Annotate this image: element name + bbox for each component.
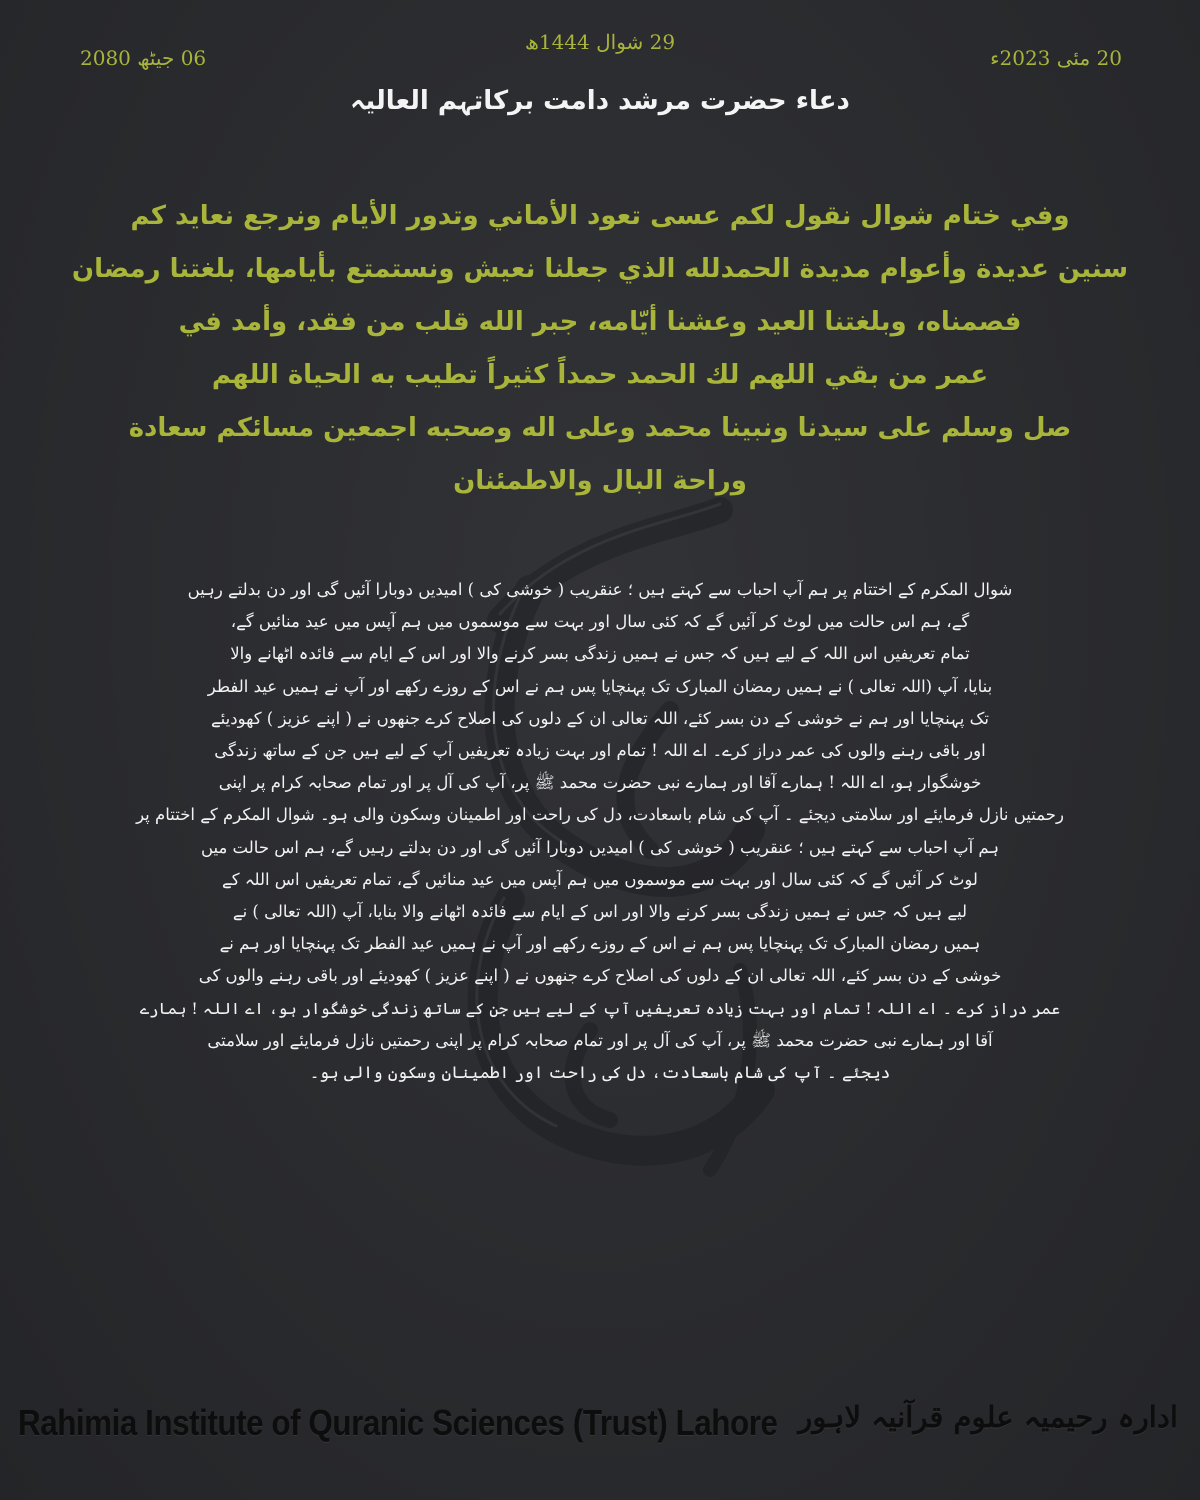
arabic-line: وراحة البال والاطمئنان	[453, 466, 747, 496]
urdu-line: شوال المکرم کے اختتام پر ہم آپ احباب سے کہتے ہیں ؛ عنقریب ( خوشی کی ) امیدیں دوبارا آئیں گی اور دن بدلتے رہیں	[187, 580, 1013, 599]
institute-name-english: Rahimia Institute of Quranic Sciences (Trust) Lahore	[18, 1402, 778, 1443]
gregorian-date: 20 مئی 2023ء	[990, 46, 1122, 70]
urdu-line: دیجئے ۔ آپ کی شام باسعادت، دل کی راحت اور اطمینان وسکون والی ہو۔	[309, 1063, 891, 1083]
urdu-line: اور باقی رہنے والوں کی عمر دراز کرے۔ اے اللہ ! تمام اور بہت زیادہ تعریفیں آپ کے لیے ہیں جن کے ساتھ زندگی	[214, 741, 986, 761]
arabic-line: سنين عديدة وأعوام مديدة الحمدلله الذي جعلنا نعيش ونستمتع بأيامها، بلغتنا رمضان	[71, 254, 1129, 284]
urdu-line: آقا اور ہمارے نبی حضرت محمد ﷺ پر، آپ کی آل پر اور تمام صحابہ کرام پر اپنی رحمتیں نازل فرمایئے اور سلامتی	[207, 1030, 993, 1050]
institute-logo-urdu: ادارہ رحیمیہ علوم قرآنیہ لاہور	[798, 1400, 1178, 1434]
hijri-date: 29 شوال 1444ھ	[524, 30, 676, 54]
urdu-translation-text	[130, 574, 1070, 1089]
urdu-line: تک پہنچایا اور ہم نے خوشی کے دن بسر کئے، اللہ تعالی ان کے دلوں کی اصلاح کرے جنھوں نے ( اپنے عزیز ) کھودیئے	[210, 708, 989, 728]
urdu-line: بنایا، آپ (اللہ تعالی ) نے ہمیں رمضان المبارک تک پہنچایا پس ہم نے اس کے روزے رکھے اور آپ نے ہمیں عید الفطر	[207, 676, 993, 696]
arabic-dua-text	[60, 190, 1140, 508]
urdu-line: عمر دراز کرے ۔ اے اللہ ! تمام اور بہت زیادہ تعریفیں آپ کے لیے ہیں جن کے ساتھ زندگی خوشگوار ہو، اے اللہ ! ہمارے	[139, 998, 1061, 1018]
urdu-line: ہمیں رمضان المبارک تک پہنچایا پس ہم نے اس کے روزے رکھے اور آپ نے ہمیں عید الفطر تک پہنچایا اور ہم نے	[219, 934, 981, 954]
urdu-line: لوٹ کر آئیں گے کہ کئی سال اور بہت سے موسموں میں ہم آپس میں عید منائیں گے، تمام تعریفیں اس اللہ کے	[222, 869, 978, 889]
urdu-line: خوشگوار ہو، اے اللہ ! ہمارے آقا اور ہمارے نبی حضرت محمد ﷺ پر، آپ کی آل پر اور تمام صحابہ کرام پر اپنی	[218, 773, 982, 793]
arabic-line: عمر من بقي اللهم لك الحمد حمداً كثيراً تطيب به الحياة اللهم	[211, 360, 989, 390]
footer	[0, 1400, 1200, 1480]
urdu-line: لیے ہیں کہ جس نے ہمیں زندگی بسر کرنے والا اور اس کے ایام سے فائدہ اٹھانے والا بنایا، آپ (اللہ تعالی ) نے	[232, 902, 968, 922]
urdu-line: گے، ہم اس حالت میں لوٹ کر آئیں گے کہ کئی سال اور بہت سے موسموں میں ہم آپس میں عید منائیں گے،	[230, 612, 970, 632]
urdu-line: خوشی کے دن بسر کئے، اللہ تعالی ان کے دلوں کی اصلاح کرے جنھوں نے ( اپنے عزیز ) کھودیئے اور باقی رہنے والوں کی	[198, 966, 1002, 986]
urdu-line: رحمتیں نازل فرمایئے اور سلامتی دیجئے ۔ آپ کی شام باسعادت، دل کی راحت اور اطمینان وسکون والی ہو۔ شوال المکرم کے اختتام پر	[136, 805, 1064, 825]
arabic-line: وفي ختام شوال نقول لكم عسى تعود الأماني وتدور الأيام ونرجع نعايد كم	[130, 201, 1070, 231]
urdu-line: ہم آپ احباب سے کہتے ہیں ؛ عنقریب ( خوشی کی ) امیدیں دوبارا آئیں گی اور دن بدلتے رہیں گے، ہم اس حالت میں	[200, 837, 1000, 857]
page-title: دعاء حضرت مرشد دامت برکاتہم العالیہ	[350, 86, 850, 116]
arabic-line: صل وسلم على سيدنا ونبينا محمد وعلى اله وصحبه اجمعين مسائكم سعادة	[128, 413, 1072, 443]
bikrami-date: 06 جیٹھ 2080	[80, 46, 207, 70]
arabic-line: فصمناه، وبلغتنا العيد وعشنا أيّامه، جبر الله قلب من فقد، وأمد في	[178, 307, 1022, 337]
urdu-line: تمام تعریفیں اس اللہ کے لیے ہیں کہ جس نے ہمیں زندگی بسر کرنے والا اور اس کے ایام سے فائدہ اٹھانے والا	[230, 644, 970, 664]
